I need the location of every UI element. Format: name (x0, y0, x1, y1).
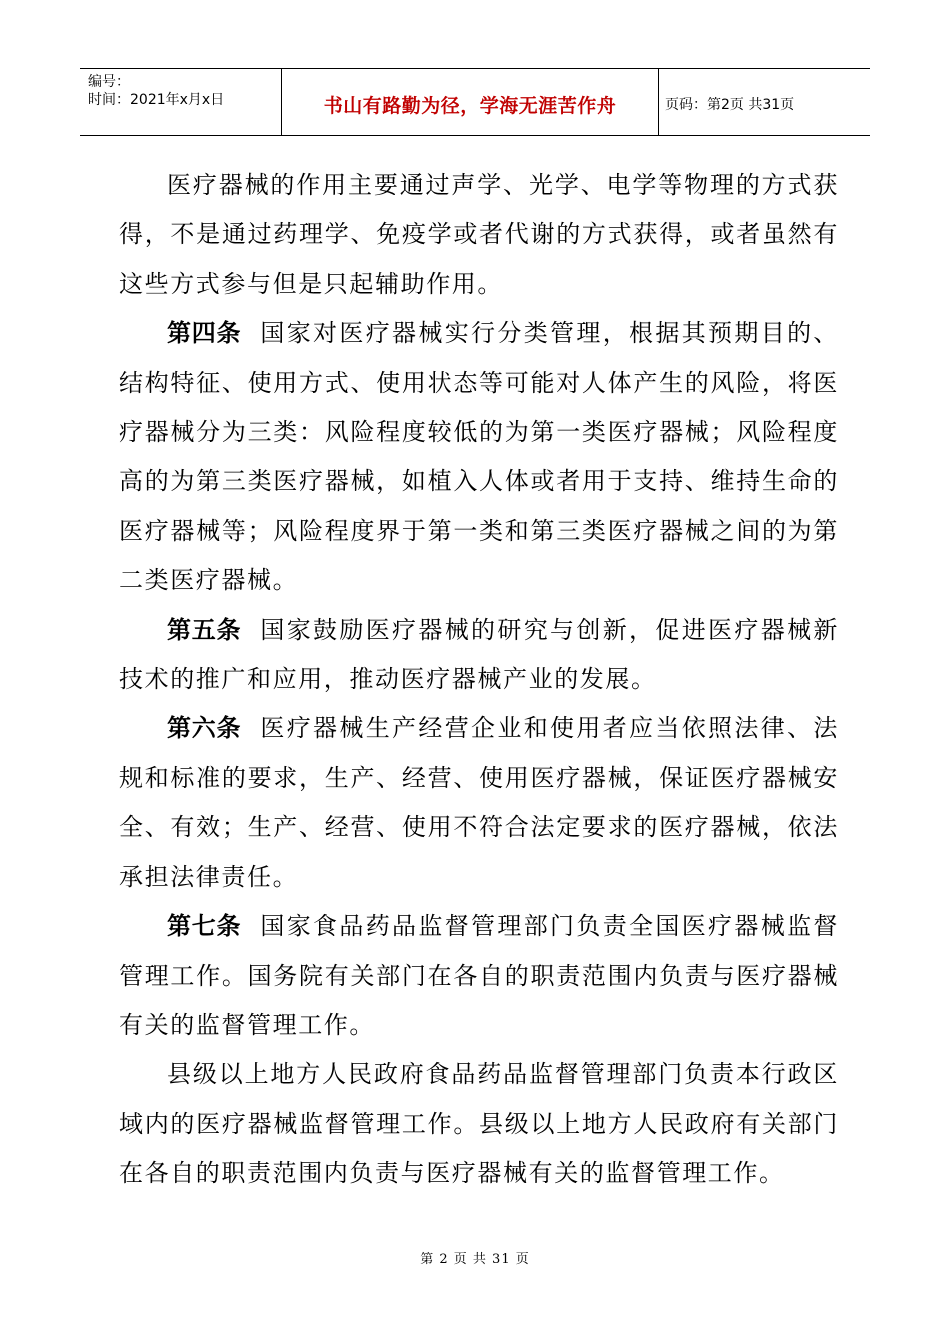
page-footer (0, 1248, 950, 1267)
body-paragraph (119, 902, 839, 1050)
document-number-label: 编号： (88, 74, 130, 90)
footer-page-number: 第 2 页 共 31 页 (420, 1252, 530, 1267)
body-paragraph (119, 606, 839, 705)
header-motto-cell (282, 69, 659, 135)
paragraph-text: 国家对医疗器械实行分类管理，根据其预期目的、结构特征、使用方式、使用状态等可能对人体产生的风险，将医疗器械分为三类：风险程度较低的为第一类医疗器械；风险程度高的为第三类医疗器械，如植入人体或者用于支持、维持生命的医疗器械等；风险程度界于第一类和第三类医疗器械之间的为第二类医疗器械。 (119, 319, 839, 595)
body-paragraph (119, 309, 839, 605)
page-header (80, 68, 870, 136)
paragraph-text: 医疗器械生产经营企业和使用者应当依照法律、法规和标准的要求，生产、经营、使用医疗器械，保证医疗器械安全、有效；生产、经营、使用不符合法定要求的医疗器械，依法承担法律责任。 (119, 714, 839, 891)
paragraph-text: 国家食品药品监督管理部门负责全国医疗器械监督管理工作。国务院有关部门在各自的职责范围内负责与医疗器械有关的监督管理工作。 (119, 912, 839, 1039)
article-number: 第五条 (167, 615, 242, 644)
article-number: 第七条 (167, 912, 242, 941)
paragraph-text: 医疗器械的作用主要通过声学、光学、电学等物理的方式获得，不是通过药理学、免疫学或者代谢的方式获得，或者虽然有这些方式参与但是只起辅助作用。 (119, 171, 839, 298)
header-page-info: 页码：第2页 共31页 (665, 97, 795, 113)
document-body (119, 161, 839, 1199)
header-meta (80, 69, 282, 135)
article-number: 第六条 (167, 714, 242, 743)
body-paragraph (119, 161, 839, 309)
header-page-info-cell (659, 69, 870, 135)
paragraph-text: 国家鼓励医疗器械的研究与创新，促进医疗器械新技术的推广和应用，推动医疗器械产业的发展。 (119, 615, 839, 694)
header-motto: 书山有路勤为径，学海无涯苦作舟 (323, 94, 617, 117)
paragraph-text: 县级以上地方人民政府食品药品监督管理部门负责本行政区域内的医疗器械监督管理工作。县级以上地方人民政府有关部门在各自的职责范围内负责与医疗器械有关的监督管理工作。 (119, 1060, 839, 1188)
body-paragraph (119, 704, 839, 902)
body-paragraph (119, 1050, 839, 1198)
document-time-label: 时间：2021年x月x日 (88, 92, 225, 108)
article-number: 第四条 (167, 319, 242, 348)
